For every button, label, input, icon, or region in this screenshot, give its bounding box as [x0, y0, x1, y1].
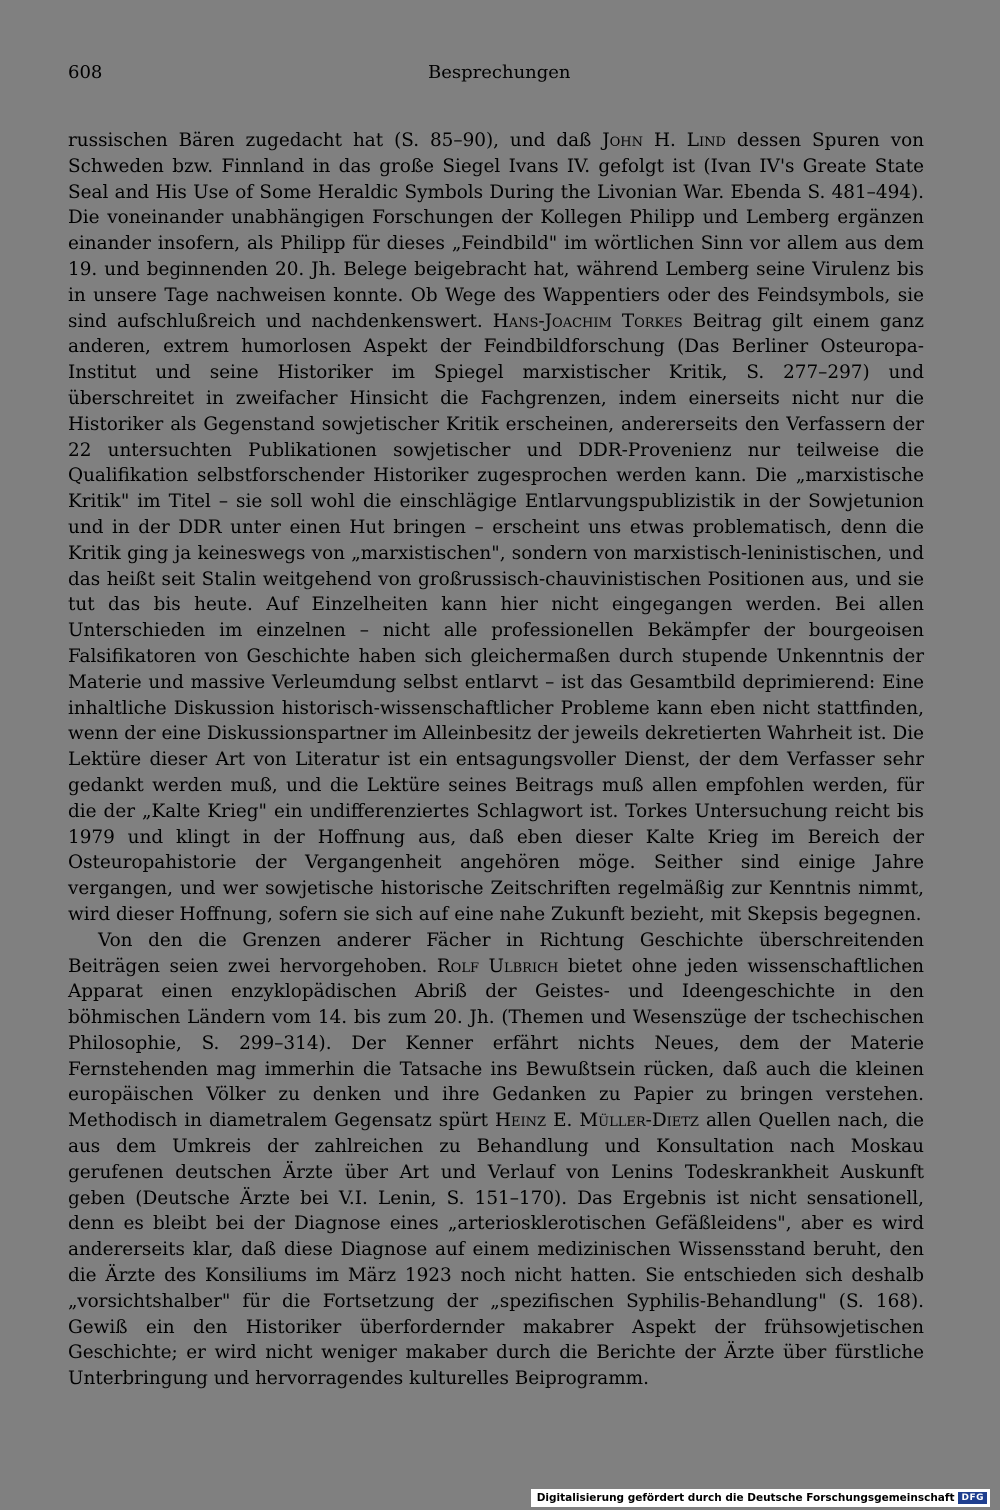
- text-run: Beitrag gilt einem ganz anderen, extrem humorlosen Aspekt der Feindbildforschung (Das Berliner Osteuropa-Institut und seine Historiker im Spiegel marxistischer Kritik, S. 277–297) und überschreitet in zweifacher Hinsicht die Fachgrenzen, indem einerseits nicht nur die Historiker als Gegenstand sowjetischer Kritik erscheinen, andererseits den Verfassern der 22 untersuchten Publikationen sowjetischer und DDR-Provenienz nur teilweise die Qualifikation selbstforschender Historiker zugesprochen werden kann. Die „marxistische Kritik" im Titel – sie soll wohl die einschlägige Entlarvungspublizistik in der Sowjetunion und in der DDR unter einen Hut bringen – erscheint uns etwas problematisch, denn die Kritik ging ja keineswegs von „marxistischen", sondern von marxistisch-leninistischen, und das heißt seit Stalin weitgehend von großrussisch-chauvinistischen Positionen aus, und sie tut das bis heute. Auf Einzelheiten kann hier nicht eingegangen werden. Bei allen Unterschieden im einzelnen – nicht alle professionellen Bekämpfer der bourgeoisen Falsifikatoren von Geschichte haben sich gleichermaßen durch stupende Unkenntnis der Materie und massive Verleumdung selbst entlarvt – ist das Gesamtbild deprimierend: Eine inhaltliche Diskussion historisch-wissenschaftlicher Probleme kann eben nicht stattfinden, wenn der eine Diskussionspartner im Alleinbesitz der jeweils dekretierten Wahrheit ist. Die Lektüre dieser Art von Literatur ist ein entsagungsvoller Dienst, der dem Verfasser sehr gedankt werden muß, und die Lektüre seines Beitrags muß allen empfohlen werden, für die der „Kalte Krieg" ein undifferenziertes Schlagwort ist. Torkes Untersuchung reicht bis 1979 und klingt in der Hoffnung aus, daß eben dieser Kalte Krieg im Bereich der Osteuropahistorie der Vergangenheit angehören möge. Seither sind einige Jahre vergangen, und wer sowjetische historische Zeitschriften regelmäßig zur Kenntnis nimmt, wird dieser Hoffnung, sofern sie sich auf eine nahe Zukunft bezieht, mit Skepsis begegnen.: [68, 310, 924, 925]
- text-run: dessen Spuren von Schweden bzw. Finnland in das große Siegel Ivans IV. gefolgt ist (Ivan IV's Greate State Seal and His Use of Some Heraldic Symbols During the Livonian War. Ebenda S. 481–494). Die voneinander unabhängigen Forschungen der Kollegen Philipp und Lemberg ergänzen einander insofern, als Philipp für dieses „Feindbild" im wörtlichen Sinn vor allem aus dem 19. und beginnenden 20. Jh. Belege beigebracht hat, während Lemberg seine Virulenz bis in unsere Tage nachweisen konnte. Ob Wege des Wappentiers oder des Feindsymbols, sie sind aufschlußreich und nachdenkenswert.: [68, 130, 924, 332]
- paragraph: [68, 928, 924, 1392]
- digitization-credit: [531, 1489, 990, 1507]
- author-name: Hans-Joachim Torkes: [492, 310, 683, 332]
- text-run: bietet ohne jeden wissenschaftlichen Apparat einen enzyklopädischen Abriß der Geistes- und Ideengeschichte in den böhmischen Ländern vom 14. bis zum 20. Jh. (Themen und Wesenszüge der tschechischen Philosophie, S. 299–314). Der Kenner erfährt nichts Neues, dem der Materie Fernstehenden mag immerhin die Tatsache ins Bewußtsein rücken, daß auch die kleinen europäischen Völker zu denken und ihre Gedanken zu Papier zu bringen verstehen. Methodisch in diametralem Gegensatz spürt: [68, 955, 924, 1132]
- dfg-logo-icon: DFG: [958, 1492, 987, 1504]
- author-name: Heinz E. Müller-Dietz: [495, 1110, 699, 1132]
- paragraph: [68, 128, 924, 928]
- running-title: Besprechungen: [428, 62, 571, 83]
- credit-text: Digitalisierung gefördert durch die Deutsche Forschungsgemeinschaft: [536, 1492, 955, 1504]
- text-run: allen Quellen nach, die aus dem Umkreis der zahlreichen zu Behandlung und Konsultation nach Moskau gerufenen deutschen Ärzte über Art und Verlauf von Lenins Todeskrankheit Auskunft geben (Deutsche Ärzte bei V.I. Lenin, S. 151–170). Das Ergebnis ist nicht sensationell, denn es bleibt bei der Diagnose eines „arteriosklerotischen Gefäßleidens", aber es wird andererseits klar, daß diese Diagnose auf einem medizinischen Wissensstand beruht, den die Ärzte des Konsiliums im März 1923 noch nicht hatten. Sie entschieden sich deshalb „vorsichtshalber" für die Fortsetzung der „spezifischen Syphilis-Behandlung" (S. 168). Gewiß ein den Historiker überfordernder makabrer Aspekt der frühsowjetischen Geschichte; er wird nicht weniger makaber durch die Berichte der Ärzte über fürstliche Unterbringung und hervorragendes kulturelles Beiprogramm.: [68, 1110, 924, 1390]
- author-name: Rolf Ulbrich: [436, 955, 559, 977]
- page-header: [68, 62, 928, 88]
- text-run: russischen Bären zugedacht hat (S. 85–90), und daß: [68, 130, 603, 151]
- text-run: Von den die Grenzen anderer Fächer in Richtung Geschichte überschreitenden Beiträgen seien zwei hervorgehoben.: [68, 929, 924, 977]
- article-body: [68, 128, 924, 1392]
- page-number: 608: [68, 62, 103, 83]
- author-name: John H. Lind: [602, 130, 726, 151]
